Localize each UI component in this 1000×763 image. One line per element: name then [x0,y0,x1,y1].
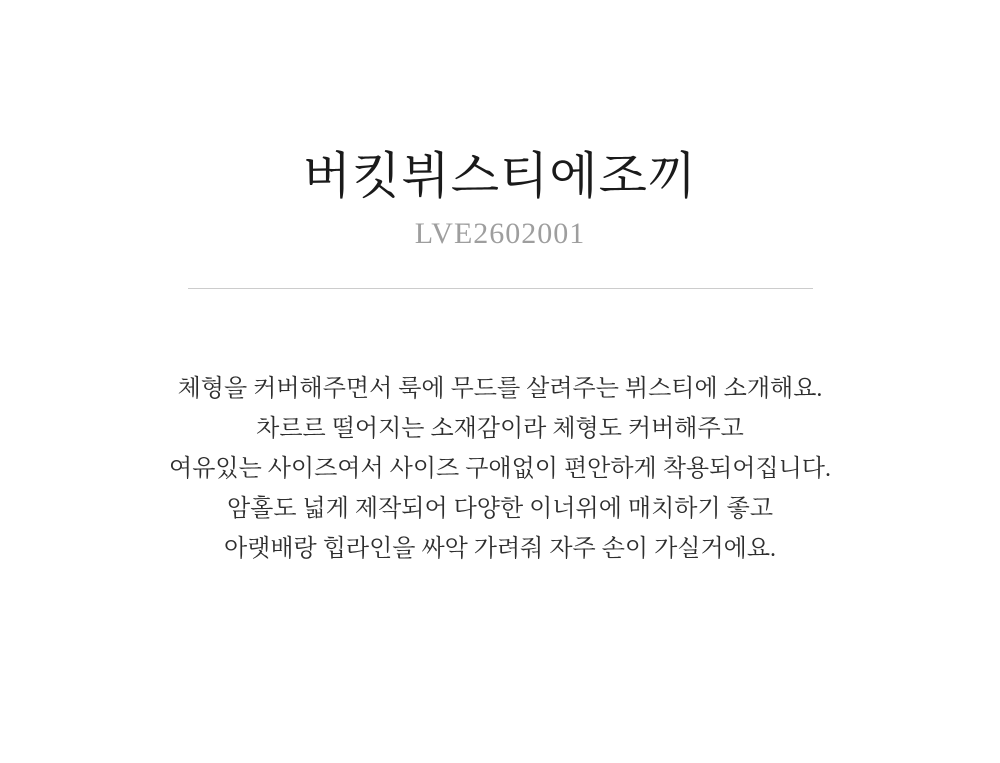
description-line: 암홀도 넓게 제작되어 다양한 이너위에 매치하기 좋고 [226,496,774,522]
description-line: 아랫배랑 힙라인을 싸악 가려줘 자주 손이 가실거에요. [223,536,777,562]
description-line: 차르르 떨어지는 소재감이라 체형도 커버해주고 [256,416,744,442]
product-code: LVE2602001 [414,217,586,250]
description-line: 여유있는 사이즈여서 사이즈 구애없이 편안하게 착용되어집니다. [169,456,831,482]
product-title: 버킷뷔스티에조끼 [302,148,698,204]
description-line: 체형을 커버해주면서 룩에 무드를 살려주는 뷔스티에 소개해요. [177,376,823,402]
product-description [0,289,1000,569]
